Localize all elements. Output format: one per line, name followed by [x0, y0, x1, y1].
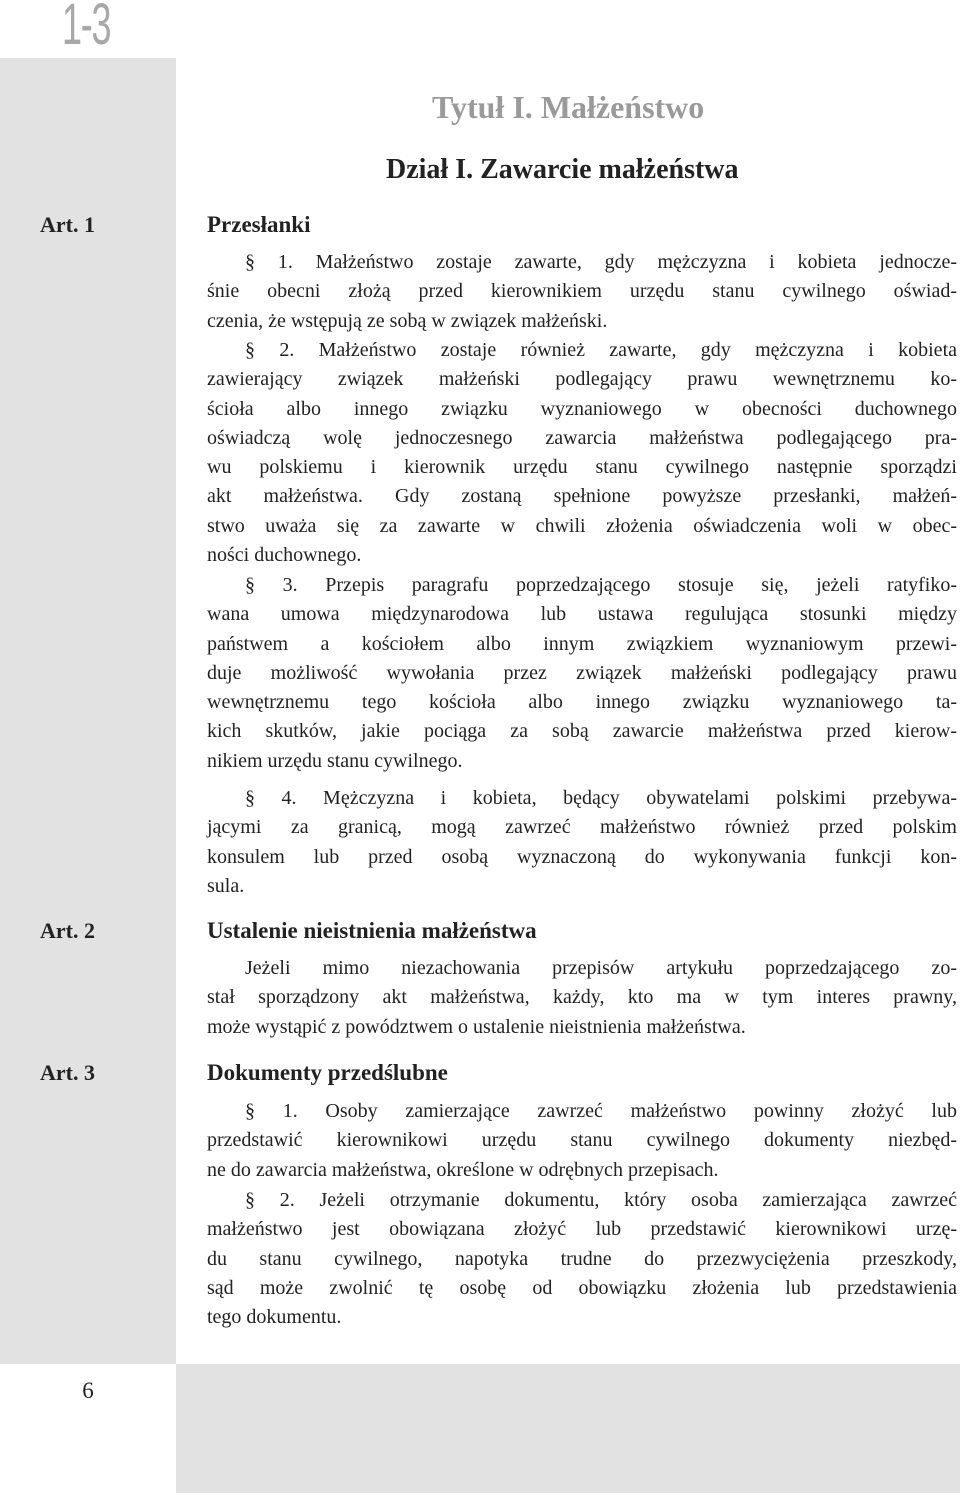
text-line: małżeństwo jest obowiązana złożyć lub przedstawić kierownikowi urzę-: [207, 1218, 957, 1241]
text-line: akt małżeństwa. Gdy zostaną spełnione powyższe przesłanki, małżeń-: [207, 485, 957, 508]
text-line: oświadczą wolę jednoczesnego zawarcia małżeństwa podlegającego pra-: [207, 426, 957, 449]
text-line: jącymi za granicą, mogą zawrzeć małżeństwo również przed polskim: [207, 816, 957, 839]
text-line: wana umowa międzynarodowa lub ustawa regulująca stosunki między: [207, 603, 957, 626]
text-line: stwo uważa się za zawarte w chwili złożenia oświadczenia woli w obec-: [207, 514, 957, 537]
text-line: czenia, że wstępują ze sobą w związek małżeński.: [207, 309, 608, 332]
text-line: kich skutków, jakie pociąga za sobą zawarcie małżeństwa przed kierow-: [207, 720, 957, 743]
article-label-1: Art. 1: [40, 212, 95, 237]
article-1-paragraph-2: [207, 336, 957, 570]
article-2-heading: Ustalenie nieistnienia małżeństwa: [207, 918, 537, 943]
section-title: Dział I. Zawarcie małżeństwa: [386, 154, 739, 185]
part-title: Tytuł I. Małżeństwo: [432, 89, 705, 125]
article-1-paragraph-3: [207, 571, 957, 776]
text-line: tego dokumentu.: [207, 1306, 342, 1329]
text-line: ności duchownego.: [207, 544, 362, 567]
text-line: przedstawić kierownikowi urzędu stanu cywilnego dokumenty niezbęd-: [207, 1129, 957, 1152]
article-1-paragraph-4: [207, 784, 957, 901]
text-line: sąd może zwolnić tę osobę od obowiązku złożenia lub przedstawienia: [207, 1276, 957, 1299]
article-3-paragraph-1: [207, 1097, 957, 1185]
text-line: duje możliwość wywołania przez związek małżeński podlegający prawu: [207, 661, 957, 684]
article-3-paragraph-2: [207, 1186, 957, 1332]
text-line: nikiem urzędu stanu cywilnego.: [207, 749, 463, 772]
text-line: śnie obecni złożą przed kierownikiem urzędu stanu cywilnego oświad-: [207, 280, 957, 303]
text-line: konsulem lub przed osobą wyznaczoną do wykonywania funkcji kon-: [207, 845, 957, 868]
text-line: Jeżeli mimo niezachowania przepisów artykułu poprzedzającego zo-: [245, 957, 957, 979]
text-line: ne do zawarcia małżeństwa, określone w odrębnych przepisach.: [207, 1158, 719, 1181]
chapter-number: 1-3: [62, 0, 111, 57]
text-line: stał sporządzony akt małżeństwa, każdy, kto ma w tym interes prawny,: [207, 986, 957, 1009]
text-line: państwem a kościołem albo innym związkiem wyznaniowym przewi-: [207, 632, 957, 655]
text-line: sula.: [207, 874, 245, 897]
text-line: § 2. Małżeństwo zostaje również zawarte, gdy mężczyzna i kobieta: [245, 339, 957, 361]
text-line: § 2. Jeżeli otrzymanie dokumentu, który osoba zamierzająca zawrzeć: [245, 1189, 957, 1211]
page-number: 6: [82, 1378, 94, 1403]
text-line: § 4. Mężczyzna i kobieta, będący obywatelami polskimi przebywa-: [245, 787, 957, 809]
text-line: ścioła albo innego związku wyznaniowego w obecności duchownego: [207, 397, 957, 420]
margin-column: [0, 58, 176, 1364]
text-line: § 3. Przepis paragrafu poprzedzającego stosuje się, jeżeli ratyfiko-: [245, 574, 957, 596]
footer-band: [176, 1364, 960, 1493]
text-line: § 1. Małżeństwo zostaje zawarte, gdy mężczyzna i kobieta jednocze-: [245, 251, 957, 273]
text-line: może wystąpić z powództwem o ustalenie nieistnienia małżeństwa.: [207, 1015, 746, 1038]
article-1-heading: Przesłanki: [207, 212, 311, 237]
article-label-2: Art. 2: [40, 918, 95, 943]
text-line: du stanu cywilnego, napotyka trudne do przezwyciężenia przeszkody,: [207, 1247, 957, 1270]
article-3-heading: Dokumenty przedślubne: [207, 1060, 448, 1085]
article-2-paragraph-1: [207, 954, 957, 1042]
text-line: wu polskiemu i kierownik urzędu stanu cywilnego następnie sporządzi: [207, 456, 957, 479]
article-1-paragraph-1: [207, 248, 957, 336]
text-line: zawierający związek małżeński podlegający prawu wewnętrznemu ko-: [207, 368, 957, 391]
text-line: § 1. Osoby zamierzające zawrzeć małżeństwo powinny złożyć lub: [245, 1100, 957, 1122]
text-line: wewnętrznemu tego kościoła albo innego związku wyznaniowego ta-: [207, 691, 957, 714]
article-label-3: Art. 3: [40, 1060, 95, 1085]
